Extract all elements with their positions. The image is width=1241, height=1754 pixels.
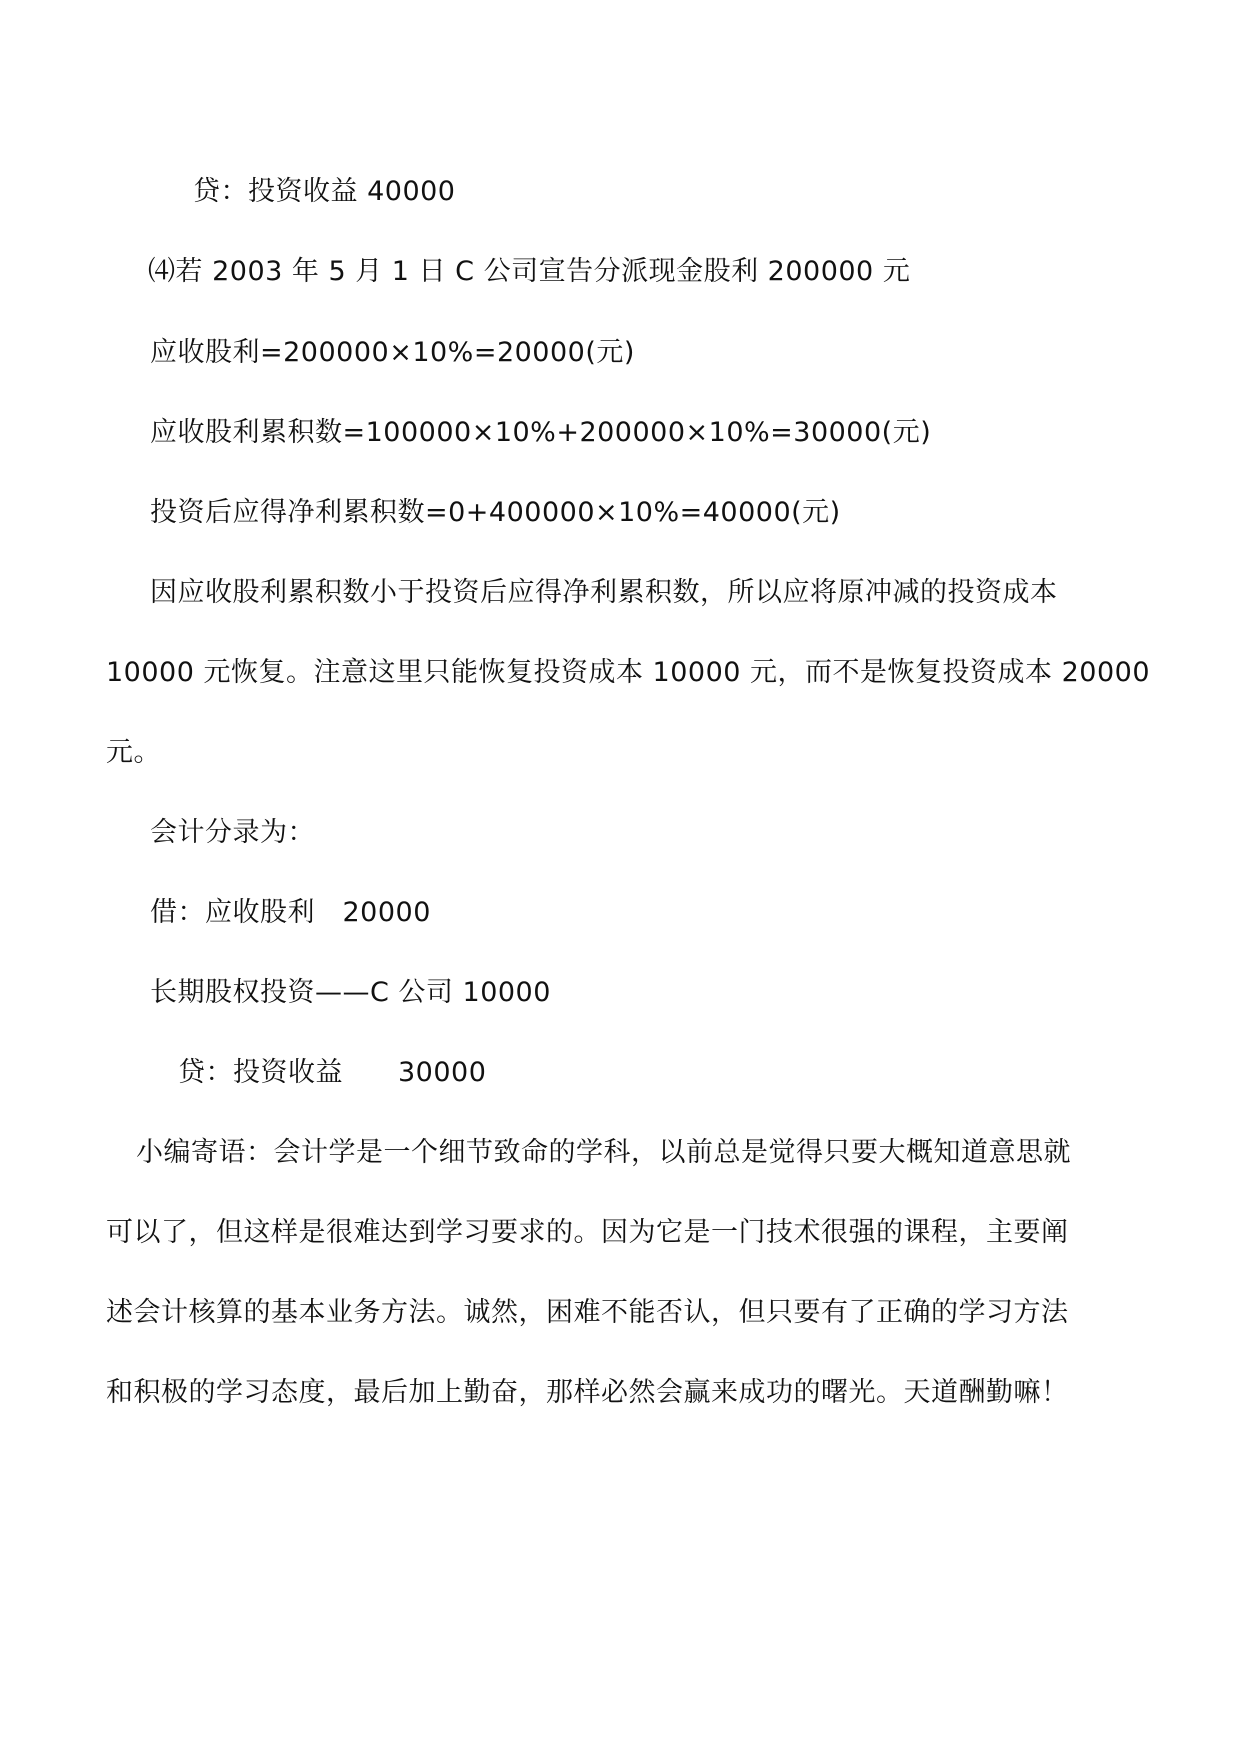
long-term-equity-investment-line: 长期股权投资——C 公司 10000 — [150, 977, 551, 1008]
cumulative-net-profit-calc: 投资后应得净利累积数=0+400000×10%=40000(元) — [150, 497, 841, 528]
item-4-heading: ⑷若 2003 年 5 月 1 日 C 公司宣告分派现金股利 200000 元 — [148, 256, 911, 287]
explanation-line-2: 10000 元恢复。注意这里只能恢复投资成本 10000 元，而不是恢复投资成本 20000 — [106, 657, 1151, 688]
cumulative-dividend-calc: 应收股利累积数=100000×10%+200000×10%=30000(元) — [150, 417, 932, 448]
credit-investment-income-line: 贷：投资收益 40000 — [193, 176, 456, 207]
editor-note-line-1: 小编寄语：会计学是一个细节致命的学科，以前总是觉得只要大概知道意思就 — [136, 1137, 1071, 1168]
editor-note-line-3: 述会计核算的基本业务方法。诚然，困难不能否认，但只要有了正确的学习方法 — [106, 1297, 1069, 1328]
debit-dividend-receivable-line: 借：应收股利 20000 — [150, 897, 431, 928]
dividend-receivable-calc: 应收股利=200000×10%=20000(元) — [150, 337, 635, 368]
explanation-line-1: 因应收股利累积数小于投资后应得净利累积数，所以应将原冲减的投资成本 — [150, 577, 1058, 608]
editor-note-line-2: 可以了，但这样是很难达到学习要求的。因为它是一门技术很强的课程，主要阐 — [106, 1217, 1069, 1248]
journal-entry-heading: 会计分录为： — [150, 817, 315, 848]
explanation-line-3: 元。 — [106, 737, 161, 768]
editor-note-line-4: 和积极的学习态度，最后加上勤奋，那样必然会赢来成功的曙光。天道酬勤嘛！ — [106, 1377, 1069, 1408]
credit-investment-income-line-2: 贷：投资收益 30000 — [178, 1057, 487, 1088]
